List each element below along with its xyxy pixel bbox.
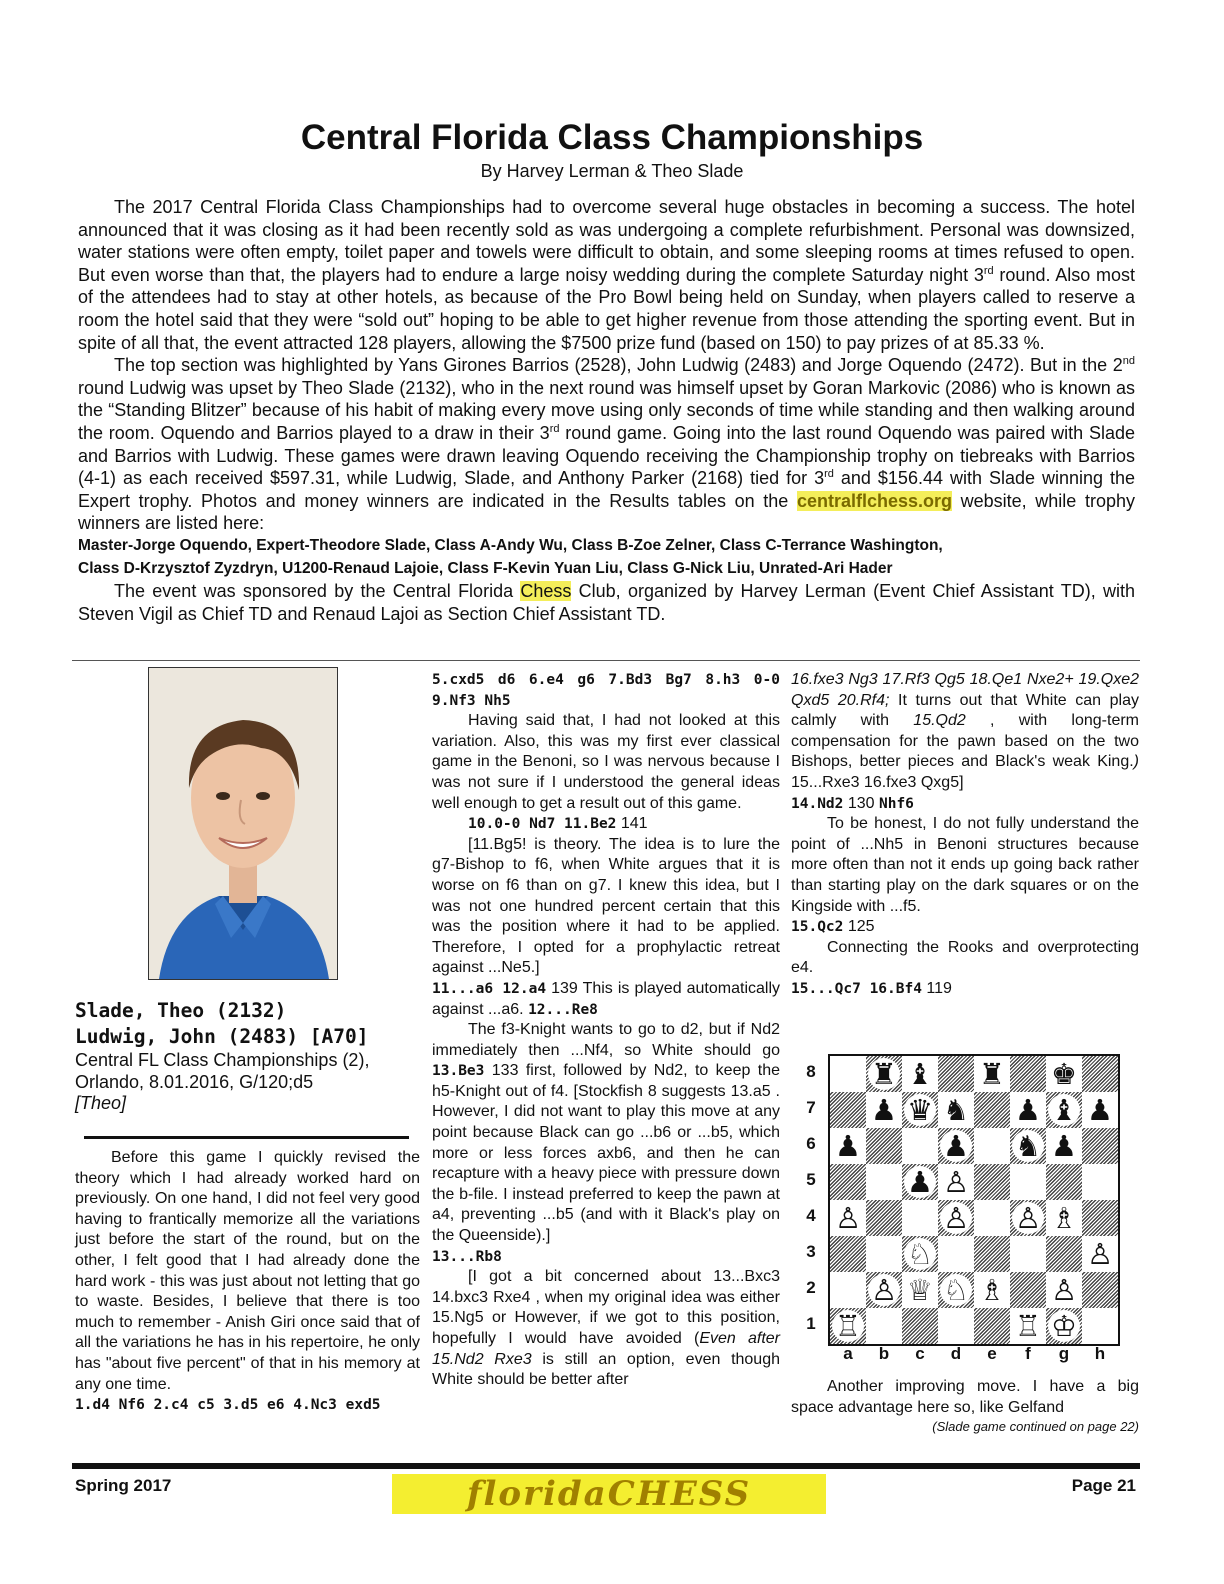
board-square-d4 xyxy=(938,1200,974,1236)
board-square-f7 xyxy=(1010,1092,1046,1128)
col3-paragraph-1: 16.fxe3 Ng3 17.Rf3 Qg5 18.Qe1 Nxe2+ 19.Qxe2 Qxd5 20.Rf4; It turns out that White can play calmly with 15.Qd2 , with long-term compensation for the pawn based on the two Bishops, better pieces and Black's weak King.) 15...Rxe3 16.fxe3 Qxg5] xyxy=(791,671,1140,791)
board-square-g4 xyxy=(1046,1200,1082,1236)
board-square-e7 xyxy=(974,1092,1010,1128)
board-square-f8 xyxy=(1010,1056,1046,1092)
chess-piece-f6: ♞ xyxy=(1012,1130,1044,1162)
continued-note: (Slade game continued on page 22) xyxy=(932,1419,1139,1434)
chess-piece-g7: ♝ xyxy=(1048,1094,1080,1126)
col3-moves-3: 15...Qc7 16.Bf4 119 xyxy=(791,979,952,997)
chess-piece-g4: ♗ xyxy=(1048,1202,1080,1234)
col3-moves-2: 15.Qc2 125 xyxy=(791,918,875,936)
board-square-c4 xyxy=(902,1200,938,1236)
board-square-e6 xyxy=(974,1128,1010,1164)
board-square-a7 xyxy=(830,1092,866,1128)
board-square-g7 xyxy=(1046,1092,1082,1128)
player-photo xyxy=(148,667,338,980)
file-label: g xyxy=(1058,1344,1070,1363)
chess-piece-b8: ♜ xyxy=(868,1058,900,1090)
footer-rule xyxy=(72,1463,1140,1469)
board-square-c1 xyxy=(902,1308,938,1344)
board-square-a2 xyxy=(830,1272,866,1308)
board-square-a6 xyxy=(830,1128,866,1164)
chess-piece-e8: ♜ xyxy=(976,1058,1008,1090)
board-square-d3 xyxy=(938,1236,974,1272)
chess-piece-a1: ♖ xyxy=(832,1310,864,1342)
board-square-b3 xyxy=(866,1236,902,1272)
rank-label: 2 xyxy=(806,1278,816,1297)
board-square-b5 xyxy=(866,1164,902,1200)
board-square-c3 xyxy=(902,1236,938,1272)
chess-piece-g8: ♚ xyxy=(1048,1058,1080,1090)
board-square-f1 xyxy=(1010,1308,1046,1344)
col1-moves: 1.d4 Nf6 2.c4 c5 3.d5 e6 4.Nc3 exd5 xyxy=(75,1397,381,1414)
rank-label: 8 xyxy=(806,1062,816,1081)
col2-paragraph-2: [11.Bg5! is theory. The idea is to lure the g7-Bishop to f6, when White argues that it is worse on f6 than on g7. I knew this idea, but I was not one hundred percent certain that this was the position where it had to be applied. Therefore, I opted for a prophylactic retreat against ...Ne5.] xyxy=(432,835,780,977)
board-square-d8 xyxy=(938,1056,974,1092)
rank-label: 6 xyxy=(806,1134,816,1153)
chess-piece-d2: ♘ xyxy=(940,1274,972,1306)
board-square-g8 xyxy=(1046,1056,1082,1092)
col2-paragraph-4: [I got a bit concerned about 13...Bxc3 14.bxc3 Rxe4 , when my original idea was either 15.Ng5 or However, if we got to this position, hopefully I would have avoided (Even after 15.Nd2 Rxe3 is still an option, even though White should be better after xyxy=(432,1268,781,1389)
chess-piece-d6: ♟ xyxy=(940,1130,972,1162)
chess-piece-c2: ♕ xyxy=(904,1274,936,1306)
article-byline: By Harvey Lerman & Theo Slade xyxy=(480,161,744,181)
col2-paragraph-1: Having said that, I had not looked at this variation. Also, this was my first ever classical game in the Benoni, so I was nervous because I was not sure if I understood the general ideas well enough to get a result out of this game. xyxy=(432,712,780,812)
col3-paragraph-3: Connecting the Rooks and overprotecting e4. xyxy=(791,938,1139,977)
game-header xyxy=(75,998,410,1115)
board-square-h4 xyxy=(1082,1200,1118,1236)
board-square-g5 xyxy=(1046,1164,1082,1200)
chess-piece-f1: ♖ xyxy=(1012,1310,1044,1342)
rank-label: 5 xyxy=(806,1170,816,1189)
chess-piece-a4: ♙ xyxy=(832,1202,864,1234)
board-square-h5 xyxy=(1082,1164,1118,1200)
col2-moves-3: 11...a6 12.a4 139 This is played automatically against ...a6. 12...Re8 xyxy=(432,979,780,1018)
board-square-a1 xyxy=(830,1308,866,1344)
file-label: h xyxy=(1094,1344,1106,1363)
chess-piece-g6: ♟ xyxy=(1048,1130,1080,1162)
black-player: Ludwig, John (2483) [A70] xyxy=(75,1025,369,1048)
chess-piece-e2: ♗ xyxy=(976,1274,1008,1306)
file-label: f xyxy=(1025,1344,1031,1363)
rank-label: 7 xyxy=(806,1098,816,1117)
board-square-g3 xyxy=(1046,1236,1082,1272)
board-square-d5 xyxy=(938,1164,974,1200)
board-square-f4 xyxy=(1010,1200,1046,1236)
board-square-e1 xyxy=(974,1308,1010,1344)
chess-piece-d4: ♙ xyxy=(940,1202,972,1234)
board-square-d7 xyxy=(938,1092,974,1128)
board-square-b4 xyxy=(866,1200,902,1236)
chess-piece-c8: ♝ xyxy=(904,1058,936,1090)
chess-piece-g1: ♔ xyxy=(1048,1310,1080,1342)
rank-label: 4 xyxy=(806,1206,816,1225)
chess-piece-b2: ♙ xyxy=(868,1274,900,1306)
board-square-b1 xyxy=(866,1308,902,1344)
board-square-c6 xyxy=(902,1128,938,1164)
board-square-h2 xyxy=(1082,1272,1118,1308)
chess-piece-c3: ♘ xyxy=(904,1238,936,1270)
chess-piece-c7: ♛ xyxy=(904,1094,936,1126)
intro-text xyxy=(78,196,1135,625)
file-label: b xyxy=(878,1344,890,1363)
article-title: Central Florida Class Championships xyxy=(300,118,924,157)
col1-paragraph: Before this game I quickly revised the theory which I had already worked hard on previously. On one hand, I did not feel very good having to frantically memorize all the variations just before the start of the round, but on the other, I felt good that I had already done the hard work - this was just about not letting that go to waste. Besides, I believe that there is too much to remember - Anish Giri once said that of all the variations he has in his repertoire, he only has "about five percent" of that in his memory at any one time. xyxy=(75,1149,420,1393)
game-header-rule xyxy=(84,1136,409,1139)
board-square-h8 xyxy=(1082,1056,1118,1092)
chess-board xyxy=(828,1054,1120,1346)
section-divider xyxy=(72,660,1140,661)
col2-moves-2: 10.0-0 Nd7 11.Be2 141 xyxy=(468,815,648,833)
board-square-h7 xyxy=(1082,1092,1118,1128)
board-square-d6 xyxy=(938,1128,974,1164)
col2-moves-1: 5.cxd5 d6 6.e4 g6 7.Bd3 Bg7 8.h3 0-0 9.Nf3 Nh5 xyxy=(432,672,780,709)
board-square-e8 xyxy=(974,1056,1010,1092)
board-square-b7 xyxy=(866,1092,902,1128)
board-square-c8 xyxy=(902,1056,938,1092)
col2-moves-4: 13...Rb8 xyxy=(432,1248,502,1265)
board-square-g1 xyxy=(1046,1308,1082,1344)
column-3-tail xyxy=(791,1377,1139,1418)
chess-highlight: Chess xyxy=(520,581,572,602)
portrait-illustration xyxy=(149,668,337,979)
chess-piece-d7: ♞ xyxy=(940,1094,972,1126)
board-square-f3 xyxy=(1010,1236,1046,1272)
board-square-a8 xyxy=(830,1056,866,1092)
board-square-g2 xyxy=(1046,1272,1082,1308)
chess-piece-d5: ♙ xyxy=(940,1166,972,1198)
file-label: a xyxy=(843,1344,853,1363)
board-square-e2 xyxy=(974,1272,1010,1308)
page-number: Page 21 xyxy=(1071,1476,1136,1495)
board-square-b2 xyxy=(866,1272,902,1308)
file-label: e xyxy=(987,1344,997,1363)
column-1 xyxy=(75,1148,420,1416)
column-2 xyxy=(432,670,780,1391)
file-label: c xyxy=(915,1344,925,1363)
board-square-e3 xyxy=(974,1236,1010,1272)
board-square-c5 xyxy=(902,1164,938,1200)
intro-paragraph-3: The event was sponsored by the Central Florida Chess Club, organized by Harvey Lerman (Event Chief Assistant TD), with Steven Vigil as Chief TD and Renaud Lajoi as Section Chief Assistant TD. xyxy=(78,581,1135,624)
board-square-f2 xyxy=(1010,1272,1046,1308)
masthead-logo: floridaCHESS xyxy=(392,1474,826,1514)
board-square-e5 xyxy=(974,1164,1010,1200)
board-square-c7 xyxy=(902,1092,938,1128)
col2-paragraph-3: The f3-Knight wants to go to d2, but if Nd2 immediately then ...Nf4, so White should go 13.Be3 133 first, followed by Nd2, to keep the h5-Knight out of f4. [Stockfish 8 suggests 13.a5 . However, I did not want to play this move at any point because Black can go ...b6 or ...b5, which more or less forces axb6, and then he can recapture with a heavy piece with pressure down the b-file. I instead preferred to keep the pawn at a4, preventing ...b5 (and with it Black's play on the Queenside).] xyxy=(432,1021,780,1245)
chess-piece-a6: ♟ xyxy=(832,1130,864,1162)
trophy-winners-line-2: Class D-Krzysztof Zyzdryn, U1200-Renaud Lajoie, Class F-Kevin Yuan Liu, Class G-Nick Liu, Unrated-Ari Hader xyxy=(78,559,893,577)
board-square-g6 xyxy=(1046,1128,1082,1164)
issue-label: Spring 2017 xyxy=(75,1476,172,1495)
intro-paragraph-1: The 2017 Central Florida Class Championships had to overcome several huge obstacles in becoming a success. The hotel announced that it was closing as it had been recently sold as was undergoing a complete refurbishment. Personal was downsized, water stations were often empty, toilet paper and towels were difficult to obtain, and some sleeping rooms at times refused to open. But even worse than that, the players had to endure a large noisy wedding during the complete Saturday night 3rd round. Also most of the attendees had to stay at other hotels, as because of the Pro Bowl being held on Sunday, when players called to reserve a room the hotel said that they were “sold out” hoping to be able to get higher revenue from those attending the sporting event. But in spite of all that, the event attracted 128 players, allowing the $7500 prize fund (based on 150) to pay prizes of at 85.33 %. xyxy=(78,197,1135,353)
intro-paragraph-2: The top section was highlighted by Yans Girones Barrios (2528), John Ludwig (2483) and Jorge Oquendo (2472). But in the 2nd round Ludwig was upset by Theo Slade (2132), who in the next round was himself upset by Goran Markovic (2086) who is known as the “Standing Blitzer” because of his habit of making every move using only seconds of time while standing and then walking around the room. Oquendo and Barrios played to a draw in their 3rd round game. Going into the last round Oquendo was paired with Slade and Barrios with Ludwig. These games were drawn leaving Oquendo receiving the Championship trophy on tiebreaks with Barrios (4-1) as each received $597.31, while Ludwig, Slade, and Anthony Parker (2168) tied for 3rd and $156.44 with Slade winning the Expert trophy. Photos and money winners are indicated in the Results tables on the centralflchess.org website, while trophy winners are listed here: xyxy=(78,355,1136,534)
board-square-b8 xyxy=(866,1056,902,1092)
board-square-f5 xyxy=(1010,1164,1046,1200)
board-square-a5 xyxy=(830,1164,866,1200)
chess-piece-f4: ♙ xyxy=(1012,1202,1044,1234)
col3-paragraph-4: Another improving move. I have a big space advantage here so, like Gelfand xyxy=(791,1378,1139,1416)
rank-label: 3 xyxy=(806,1242,816,1261)
board-square-a3 xyxy=(830,1236,866,1272)
chess-piece-g2: ♙ xyxy=(1048,1274,1080,1306)
site-link[interactable]: centralflchess.org xyxy=(796,490,952,511)
file-label: d xyxy=(950,1344,962,1363)
board-square-f6 xyxy=(1010,1128,1046,1164)
white-player: Slade, Theo (2132) xyxy=(75,999,287,1022)
board-square-e4 xyxy=(974,1200,1010,1236)
rank-label: 1 xyxy=(806,1314,816,1333)
chess-piece-b7: ♟ xyxy=(868,1094,900,1126)
board-square-h3 xyxy=(1082,1236,1118,1272)
board-square-a4 xyxy=(830,1200,866,1236)
game-event: Central FL Class Championships (2), Orlando, 8.01.2016, G/120;d5 xyxy=(75,1050,370,1092)
board-square-c2 xyxy=(902,1272,938,1308)
chess-piece-c5: ♟ xyxy=(904,1166,936,1198)
board-square-d1 xyxy=(938,1308,974,1344)
chess-piece-f7: ♟ xyxy=(1012,1094,1044,1126)
board-square-d2 xyxy=(938,1272,974,1308)
chess-piece-h7: ♟ xyxy=(1084,1094,1116,1126)
col3-moves-1: 14.Nd2 130 Nhf6 xyxy=(791,794,914,812)
column-3 xyxy=(791,670,1139,1000)
board-square-h6 xyxy=(1082,1128,1118,1164)
chess-diagram xyxy=(800,1050,1120,1370)
board-square-b6 xyxy=(866,1128,902,1164)
trophy-winners-line-1: Master-Jorge Oquendo, Expert-Theodore Slade, Class A-Andy Wu, Class B-Zoe Zelner, Class C-Terrance Washington, xyxy=(78,536,943,554)
chess-piece-h3: ♙ xyxy=(1084,1238,1116,1270)
annotator: [Theo] xyxy=(75,1093,127,1113)
col3-paragraph-2: To be honest, I do not fully understand the point of ...Nh5 in Benoni structures because more often than not it ends up going back rather than starting play on the dark squares or on the Kingside with ...f5. xyxy=(791,815,1139,915)
board-square-h1 xyxy=(1082,1308,1118,1344)
